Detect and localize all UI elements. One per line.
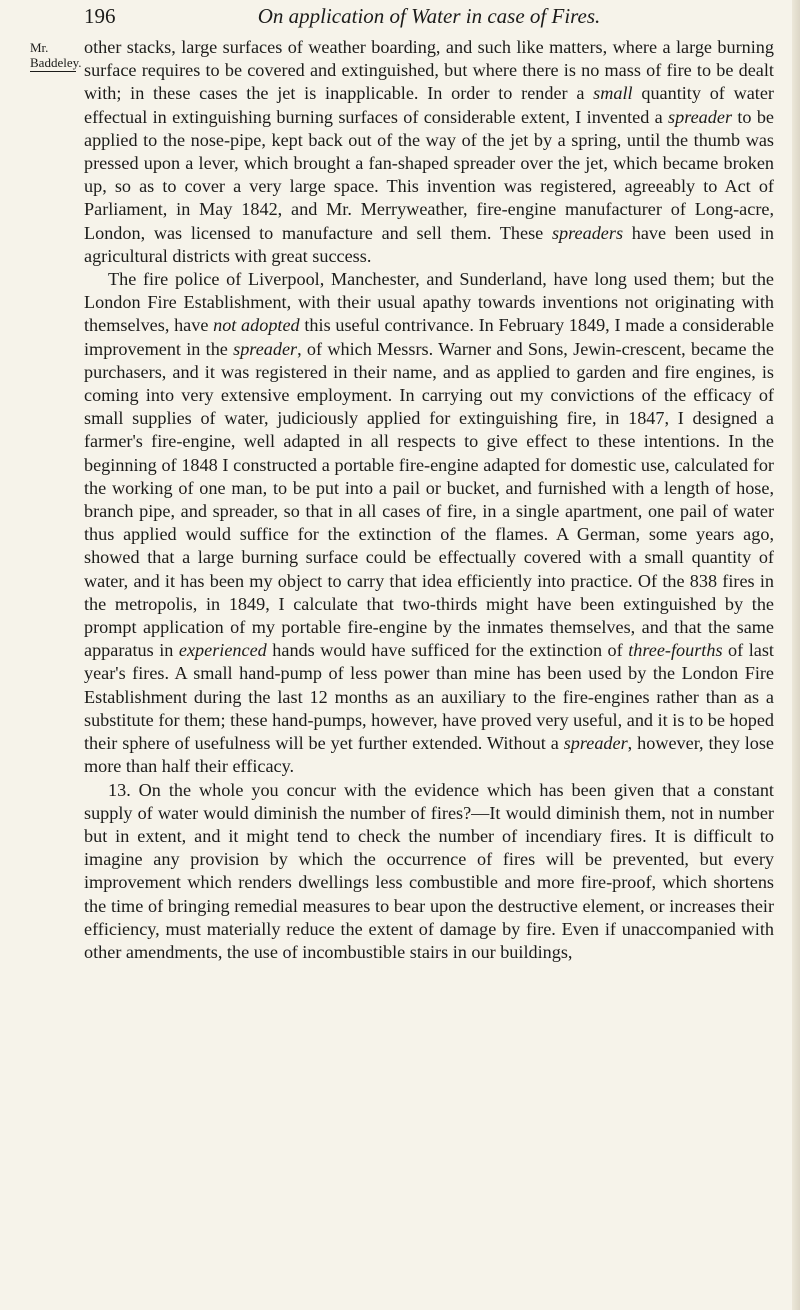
running-title: On application of Water in case of Fires. — [257, 4, 601, 28]
speaker-title: Mr. — [30, 40, 49, 55]
margin-speaker-note — [30, 40, 80, 72]
paragraph: The fire police of Liverpool, Manchester, and Sunderland, have long used them; but the London Fire Establishment, with their usual apathy towards inventions not originating with themselves, have not adopted this useful contrivance. In February 1849, I made a considerable improvement in the spreader, of which Messrs. Warner and Sons, Jewin-crescent, became the purchasers, and it was registered in their name, and as applied to garden and fire engines, is coming into very extensive employment. In carrying out my convictions of the efficacy of small supplies of water, judiciously applied for extinguishing fire, in 1847, I designed a farmer's fire-engine, well adapted in all respects to give effect to these intentions. In the beginning of 1848 I constructed a portable fire-engine adapted for domestic use, calculated for the working of one man, to be put into a pail or bucket, and furnished with a length of hose, branch pipe, and spreader, so that in all cases of fire, in a single apartment, one pail of water thus applied would suffice for the extinction of the flames. A German, some years ago, showed that a large burning surface could be effectually covered with a small quantity of water, and it has been my object to carry that idea efficiently into practice. Of the 838 fires in the metropolis, in 1849, I calculate that two-thirds might have been extinguished by the prompt application of my portable fire-engine by the inmates themselves, and that the same apparatus in experienced hands would have sufficed for the extinction of three-fourths of last year's fires. A small hand-pump of less power than mine has been used by the London Fire Establishment during the last 12 months as an auxiliary to the fire-engines rather than as a substitute for them; these hand-pumps, however, have proved very useful, and it is to be hoped their sphere of usefulness will be yet further extended. Without a spreader, however, they lose more than half their efficacy. — [84, 269, 774, 777]
paragraph: 13. On the whole you concur with the evidence which has been given that a constant supply of water would diminish the number of fires?—It would diminish them, not in number but in extent, and it might tend to check the number of incendiary fires. It is difficult to imagine any provision by which the occurrence of fires will be prevented, but every improvement which renders dwellings less combustible and more fire-proof, which shortens the time of bringing remedial measures to bear upon the destructive element, or increases their efficiency, must materially reduce the extent of damage by fire. Even if unaccompanied with other amendments, the use of incombustible stairs in our buildings, — [84, 779, 774, 962]
paragraph: other stacks, large surfaces of weather boarding, and such like matters, where a large burning surface requires to be covered and extinguished, but where there is no mass of fire to be dealt with; in these cases the jet is inapplicable. In order to render a small quantity of water effectual in extinguishing burning surfaces of considerable extent, I invented a spreader to be applied to the nose-pipe, kept back out of the way of the jet by a spring, until the thumb was pressed upon a lever, which brought a fan-shaped spreader over the jet, which became broken up, so as to cover a very large space. This invention was registered, agreeably to Act of Parliament, in May 1842, and Mr. Merryweather, fire-engine manufacturer of Long-acre, London, was licensed to manufacture and sell them. These spreaders have been used in agricultural districts with great success. — [84, 37, 775, 266]
page-number: 196 — [84, 4, 116, 28]
page-edge — [792, 0, 800, 1310]
speaker-name: Baddeley. — [30, 55, 82, 70]
page-header — [84, 4, 774, 34]
body-text — [84, 36, 774, 964]
